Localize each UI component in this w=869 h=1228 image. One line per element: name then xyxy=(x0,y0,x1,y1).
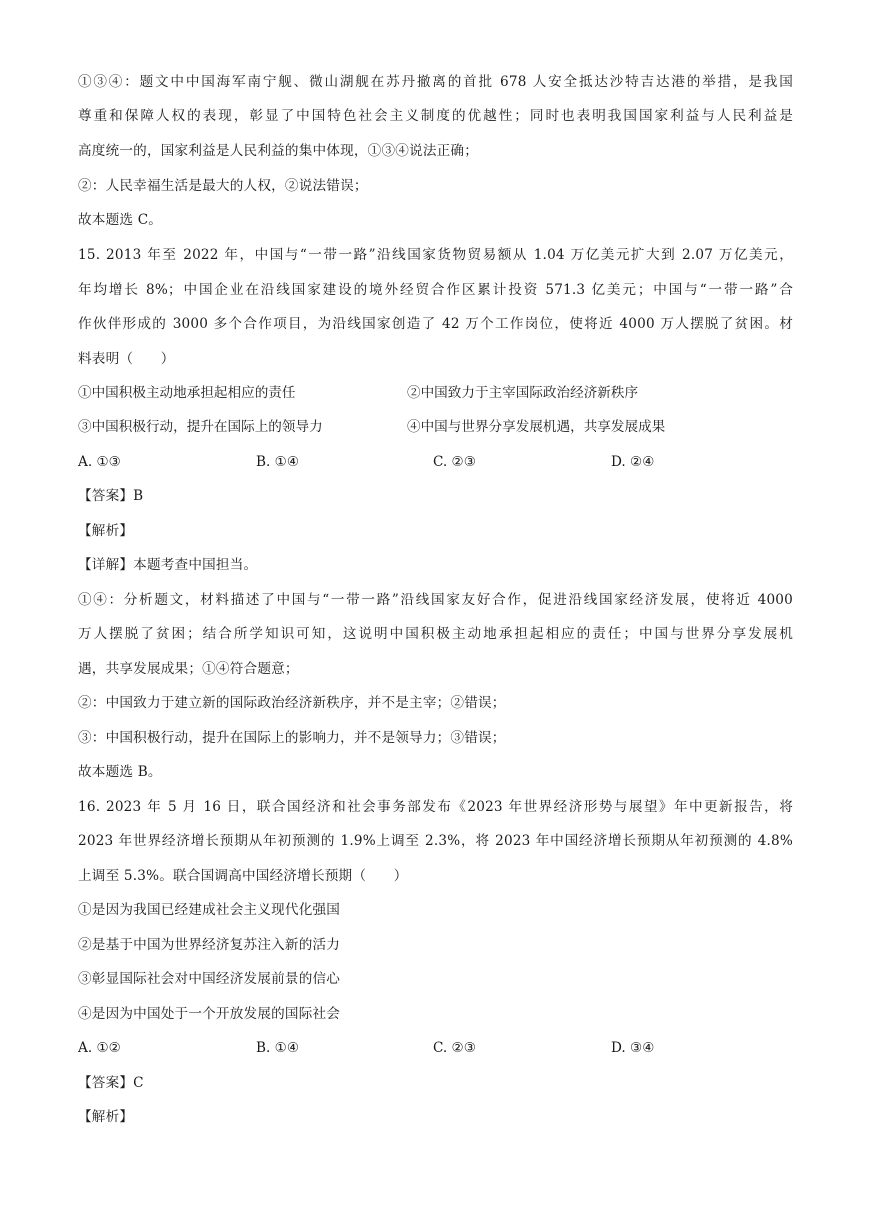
prev-analysis-line-3: 高度统一的，国家利益是人民利益的集中体现，①③④说法正确； xyxy=(78,143,479,159)
q15-statement-1: ①中国积极主动地承担起相应的责任 xyxy=(78,385,296,401)
q16-option-a: A. ①② xyxy=(78,1040,121,1056)
q15-explain-line-3: 遇，共享发展成果；①④符合题意； xyxy=(78,661,299,677)
q15-stem-line-2: 年均增长 8%；中国企业在沿线国家建设的境外经贸合作区累计投资 571.3 亿美元；中国与“一带一路”合 xyxy=(78,282,793,298)
q15-answer: 【答案】B xyxy=(78,488,144,504)
q16-option-b: B. ①④ xyxy=(256,1040,300,1056)
q16-statement-2: ②是基于中国为世界经济复苏注入新的活力 xyxy=(78,937,341,953)
prev-analysis-line-1: ①③④：题文中中国海军南宁舰、微山湖舰在苏丹撤离的首批 678 人安全抵达沙特吉达港的举措，是我国 xyxy=(78,74,793,90)
q16-statement-1: ①是因为我国已经建成社会主义现代化强国 xyxy=(78,902,341,918)
q15-stem-line-4: 料表明（ ） xyxy=(78,351,175,367)
q16-stem-line-2: 2023 年世界经济增长预期从年初预测的 1.9%上调至 2.3%，将 2023 年中国经济增长预期从年初预测的 4.8% xyxy=(78,833,793,849)
q15-explain-line-2: 万人摆脱了贫困；结合所学知识可知，这说明中国积极主动地承担起相应的责任；中国与世界分享发展机 xyxy=(78,626,793,642)
q16-option-d: D. ③④ xyxy=(611,1040,655,1056)
prev-analysis-line-2: 尊重和保障人权的表现，彰显了中国特色社会主义制度的优越性；同时也表明我国国家利益与人民利益是 xyxy=(78,108,793,124)
q15-stem-line-1: 15. 2013 年至 2022 年，中国与“一带一路”沿线国家货物贸易额从 1.04 万亿美元扩大到 2.07 万亿美元， xyxy=(78,247,793,263)
q16-stem-line-1: 16. 2023 年 5 月 16 日，联合国经济和社会事务部发布《2023 年世界经济形势与展望》年中更新报告，将 xyxy=(78,799,793,815)
q15-stem-line-3: 作伙伴形成的 3000 多个合作项目，为沿线国家创造了 42 万个工作岗位，使将近 4000 万人摆脱了贫困。材 xyxy=(78,316,793,332)
q16-option-c: C. ②③ xyxy=(433,1040,476,1056)
q15-option-c: C. ②③ xyxy=(433,454,476,470)
q15-explain-statement-2: ②：中国致力于建立新的国际政治经济新秩序，并不是主宰；②错误； xyxy=(78,695,506,711)
q16-stem-line-3: 上调至 5.3%。联合国调高中国经济增长预期（ ） xyxy=(78,868,408,884)
q15-option-d: D. ②④ xyxy=(611,454,655,470)
q15-detail: 【详解】本题考查中国担当。 xyxy=(78,557,258,573)
q16-analysis-label: 【解析】 xyxy=(78,1109,134,1125)
prev-conclusion: 故本题选 C。 xyxy=(78,212,163,228)
q15-statement-4: ④中国与世界分享发展机遇，共享发展成果 xyxy=(407,419,666,435)
q15-conclusion: 故本题选 B。 xyxy=(78,764,162,780)
q15-option-a: A. ①③ xyxy=(78,454,121,470)
prev-analysis-statement-2: ②：人民幸福生活是最大的人权，②说法错误； xyxy=(78,178,368,194)
q16-statement-4: ④是因为中国处于一个开放发展的国际社会 xyxy=(78,1006,341,1022)
q16-statement-3: ③彰显国际社会对中国经济发展前景的信心 xyxy=(78,971,341,987)
q15-option-b: B. ①④ xyxy=(256,454,300,470)
q15-statement-3: ③中国积极行动，提升在国际上的领导力 xyxy=(78,419,323,435)
q15-explain-line-1: ①④：分析题文，材料描述了中国与“一带一路”沿线国家友好合作，促进沿线国家经济发展，使将近 4000 xyxy=(78,592,793,608)
q15-analysis-label: 【解析】 xyxy=(78,523,134,539)
q15-statement-2: ②中国致力于主宰国际政治经济新秩序 xyxy=(407,385,639,401)
q15-explain-statement-3: ③：中国积极行动，提升在国际上的影响力，并不是领导力；③错误； xyxy=(78,730,506,746)
q16-answer: 【答案】C xyxy=(78,1075,144,1091)
